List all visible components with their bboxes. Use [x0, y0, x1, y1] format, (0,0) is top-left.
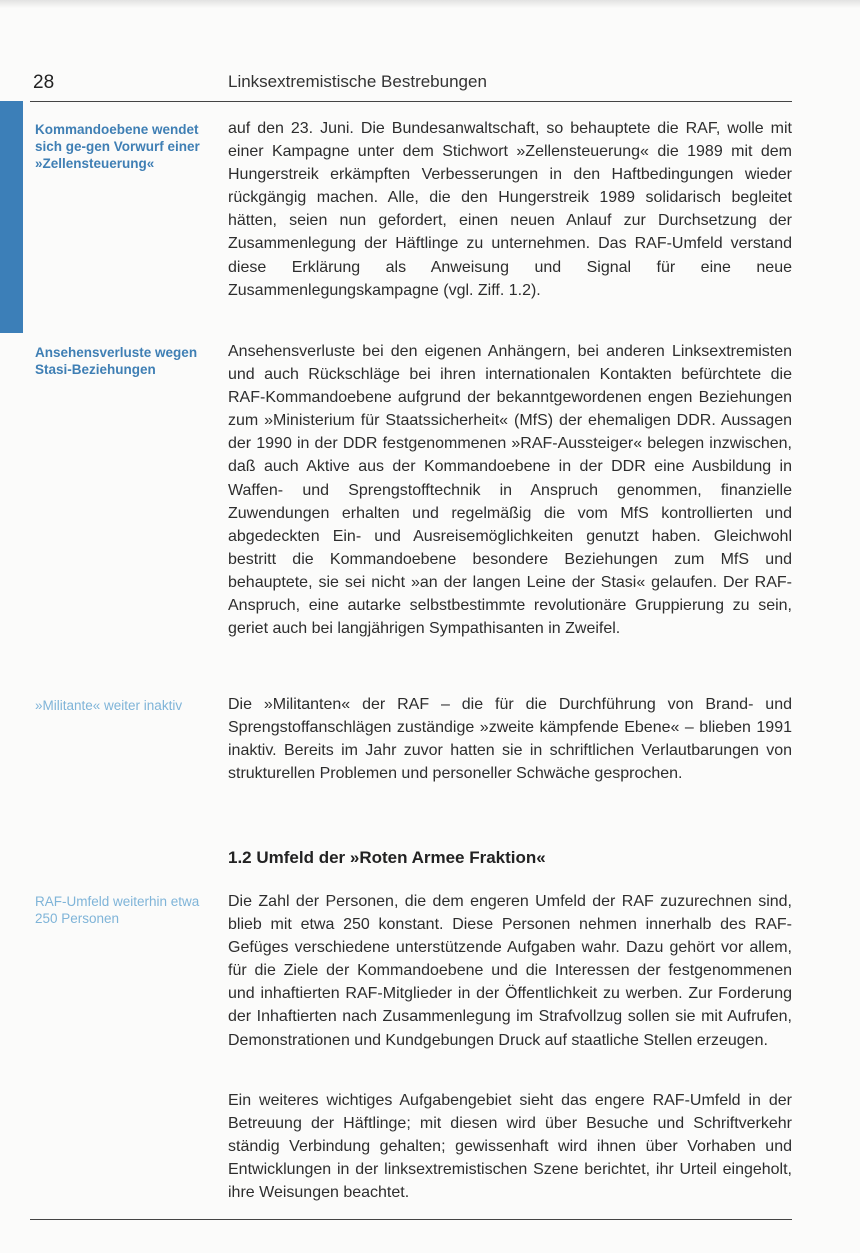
margin-note-stasi: Ansehensverluste wegen Stasi-Beziehungen	[35, 345, 198, 377]
margin-note-militante: »Militante« weiter inaktiv	[35, 698, 183, 713]
paragraph-1: auf den 23. Juni. Die Bundesanwaltschaft, so behauptete die RAF, wolle mit einer Kampagne unter dem Stichwort »Zellensteuerung« die 1989 mit dem Hungerstreik erkämpften Verbesserungen in den Haftbedingungen wieder rückgängig machen. Alle, die den Hungerstreik 1989 solidarisch begleitet hätten, seien nun gefordert, einen neuen Anlauf zur Durchsetzung der Zusammenlegung der Häftlinge zu unternehmen. Das RAF-Umfeld verstand diese Erklärung als Anweisung und Signal für eine neue Zusammenlegungskampagne (vgl. Ziff. 1.2).	[228, 120, 792, 299]
chapter-marker-bar	[0, 101, 23, 333]
running-title: Linksextremistische Bestrebungen	[228, 72, 487, 91]
section-heading: 1.2 Umfeld der »Roten Armee Fraktion«	[228, 848, 546, 867]
page-number: 28	[33, 72, 55, 93]
paragraph-2: Ansehensverluste bei den eigenen Anhängern, bei anderen Linksextremisten und auch Rückschläge bei ihren internationalen Kontakten befürchtete die RAF-Kommandoebene aufgrund der bekanntgewordenen engen Beziehungen zum »Ministerium für Staatssicherheit« (MfS) der ehemaligen DDR. Aussagen der 1990 in der DDR festgenommenen »RAF-Aussteiger« belegen inzwischen, daß auch Aktive aus der Kommandoebene in der DDR eine Ausbildung in Waffen- und Sprengstofftechnik in Anspruch genommen, finanzielle Zuwendungen erhalten und regelmäßig die vom MfS kontrollierten und abgedeckten Ein- und Ausreisemöglichkeiten genutzt haben. Gleichwohl bestritt die Kommandoebene besondere Beziehungen zum MfS und behauptete, sie sei nicht »an der langen Leine der Stasi« gelaufen. Der RAF-Anspruch, eine autarke selbstbestimmte revolutionäre Gruppierung zu sein, geriet auch bei langjährigen Sympathisanten in Zweifel.	[228, 343, 792, 638]
paragraph-3: Die »Militanten« der RAF – die für die Durchführung von Brand- und Sprengstoffanschlägen zuständige »zweite kämpfende Ebene« – blieben 1991 inaktiv. Bereits im Jahr zuvor hatten sie in schriftlichen Verlautbarungen von strukturellen Problemen und personeller Schwäche gesprochen.	[228, 696, 792, 783]
paragraph-5: Ein weiteres wichtiges Aufgabengebiet sieht das engere RAF-Umfeld in der Betreuung der Häftlinge; mit diesen wird über Besuche und Schriftverkehr ständig Verbindung gehalten; gewissenhaft wird ihnen über Vorhaben und Entwicklungen in der linksextremistischen Szene berichtet, ihr Urteil eingeholt, ihre Weisungen beachtet.	[228, 1092, 792, 1202]
margin-note-zellensteuerung: Kommandoebene wendet sich ge-gen Vorwurf einer »Zellensteuerung«	[35, 122, 200, 171]
margin-note-umfeld: RAF-Umfeld weiterhin etwa 250 Personen	[35, 894, 200, 926]
page-top-shadow	[0, 0, 860, 8]
paragraph-4: Die Zahl der Personen, die dem engeren Umfeld der RAF zuzurechnen sind, blieb mit etwa 250 konstant. Diese Personen nehmen innerhalb des RAF-Gefüges verschiedene unterstützende Aufgaben wahr. Dazu gehört vor allem, für die Ziele der Kommandoebene und die Interessen der festgenommenen und inhaftierten RAF-Mitglieder in der Öffentlichkeit zu werben. Zur Forderung der Inhaftierten nach Zusammenlegung im Strafvollzug sollen sie mit Aufrufen, Demonstrationen und Kundgebungen Druck auf staatliche Stellen erzeugen.	[228, 893, 792, 1049]
footer-divider	[30, 1219, 792, 1220]
header-divider	[30, 101, 792, 102]
